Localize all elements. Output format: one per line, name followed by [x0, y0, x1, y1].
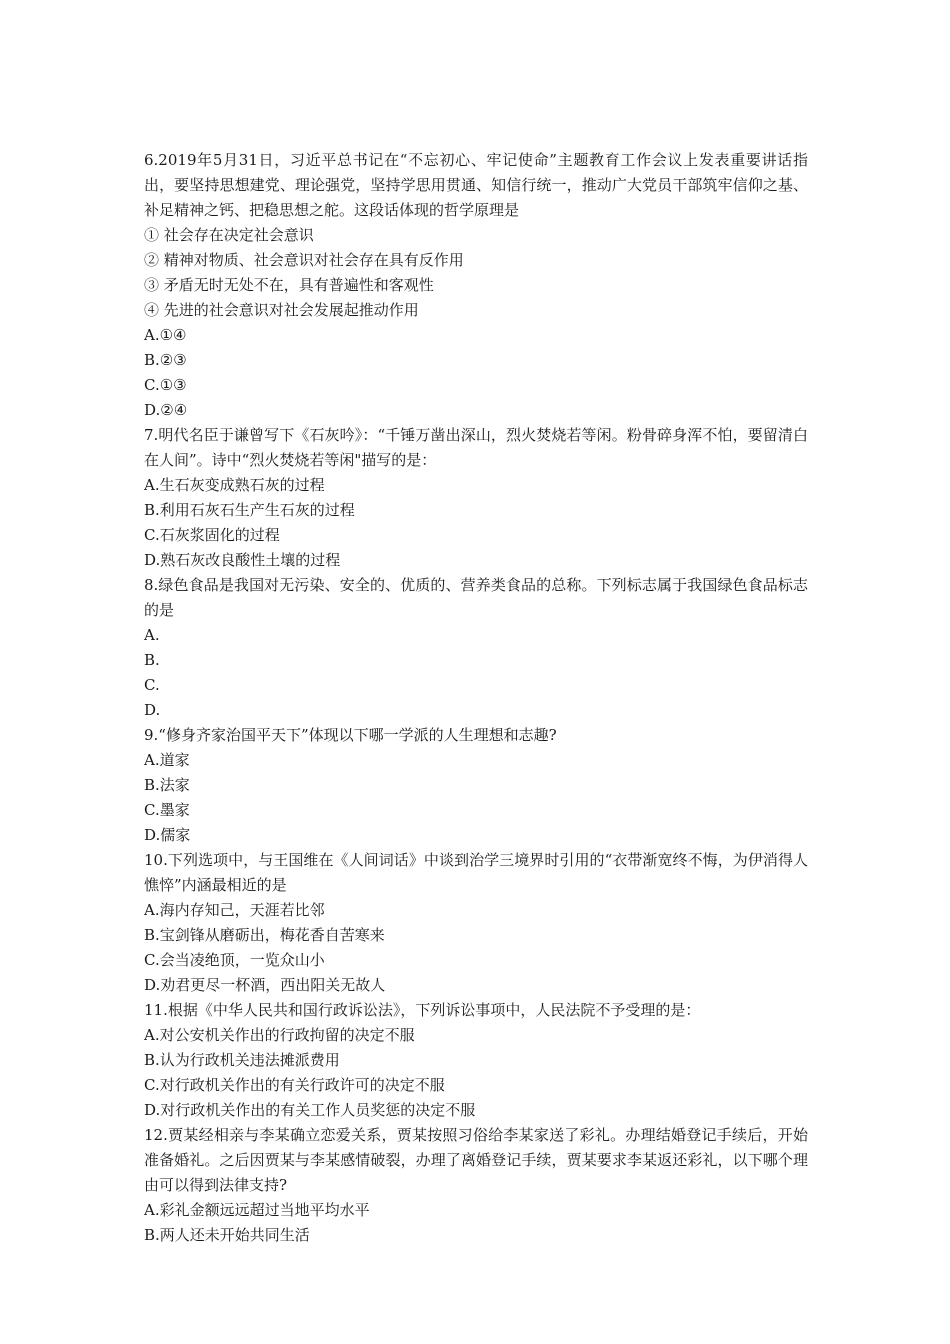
question-11	[144, 998, 808, 1123]
option-c: C.对行政机关作出的有关行政许可的决定不服	[144, 1076, 445, 1094]
option-a: A.①④	[144, 326, 187, 344]
statement-3: ③ 矛盾无时无处不在，具有普遍性和客观性	[144, 276, 434, 294]
option-b: B.	[144, 651, 160, 669]
option-b: B.宝剑锋从磨砺出，梅花香自苦寒来	[144, 926, 385, 944]
statement-1: ① 社会存在决定社会意识	[144, 226, 314, 244]
option-d: D.熟石灰改良酸性土壤的过程	[144, 551, 341, 569]
question-stem: 10.下列选项中，与王国维在《人间词话》中谈到治学三境界时引用的“衣带渐宽终不悔，为伊消得人憔悴”内涵最相近的是	[144, 851, 808, 894]
question-6	[144, 148, 808, 423]
question-8	[144, 573, 808, 723]
option-a: A.	[144, 626, 160, 644]
question-7	[144, 423, 808, 573]
option-d: D.②④	[144, 401, 188, 419]
option-d: D.对行政机关作出的有关工作人员奖惩的决定不服	[144, 1101, 476, 1119]
statement-2: ② 精神对物质、社会意识对社会存在具有反作用	[144, 251, 464, 269]
document-page	[144, 148, 808, 1248]
option-a: A.生石灰变成熟石灰的过程	[144, 476, 325, 494]
option-c: C.	[144, 676, 160, 694]
question-stem: 7.明代名臣于谦曾写下《石灰吟》：“千锤万凿出深山，烈火焚烧若等闲。粉骨碎身浑不怕，要留清白在人间”。诗中“烈火焚烧若等闲"描写的是：	[144, 426, 808, 469]
option-a: A.海内存知己，天涯若比邻	[144, 901, 325, 919]
option-c: C.会当凌绝顶，一览众山小	[144, 951, 325, 969]
question-12	[144, 1123, 808, 1248]
option-b: B.两人还未开始共同生活	[144, 1226, 310, 1244]
option-a: A.彩礼金额远远超过当地平均水平	[144, 1201, 370, 1219]
option-b: B.认为行政机关违法摊派费用	[144, 1051, 340, 1069]
option-c: C.墨家	[144, 801, 190, 819]
option-d: D.	[144, 701, 161, 719]
option-c: C.①③	[144, 376, 187, 394]
question-stem: 12.贾某经相亲与李某确立恋爱关系，贾某按照习俗给李某家送了彩礼。办理结婚登记手续后，开始准备婚礼。之后因贾某与李某感情破裂，办理了离婚登记手续，贾某要求李某返还彩礼，以下哪个理由可以得到法律支持?	[144, 1126, 808, 1194]
option-b: B.②③	[144, 351, 187, 369]
question-9	[144, 723, 808, 848]
option-b: B.利用石灰石生产生石灰的过程	[144, 501, 355, 519]
option-d: D.劝君更尽一杯酒，西出阳关无故人	[144, 976, 386, 994]
question-10	[144, 848, 808, 998]
question-stem: 6.2019年5月31日，习近平总书记在“不忘初心、牢记使命”主题教育工作会议上发表重要讲话指出，要坚持思想建党、理论强党，坚持学思用贯通、知信行统一，推动广大党员干部筑牢信仰之基、补足精神之钙、把稳思想之舵。这段话体现的哲学原理是	[144, 151, 808, 219]
question-stem: 8.绿色食品是我国对无污染、安全的、优质的、营养类食品的总称。下列标志属于我国绿色食品标志的是	[144, 576, 808, 619]
question-stem: 9.“修身齐家治国平天下”体现以下哪一学派的人生理想和志趣?	[144, 726, 557, 744]
statement-4: ④ 先进的社会意识对社会发展起推动作用	[144, 301, 419, 319]
option-a: A.对公安机关作出的行政拘留的决定不服	[144, 1026, 415, 1044]
option-c: C.石灰浆固化的过程	[144, 526, 280, 544]
option-d: D.儒家	[144, 826, 191, 844]
option-b: B.法家	[144, 776, 190, 794]
question-stem: 11.根据《中华人民共和国行政诉讼法》，下列诉讼事项中，人民法院不予受理的是：	[144, 1001, 701, 1019]
option-a: A.道家	[144, 751, 190, 769]
